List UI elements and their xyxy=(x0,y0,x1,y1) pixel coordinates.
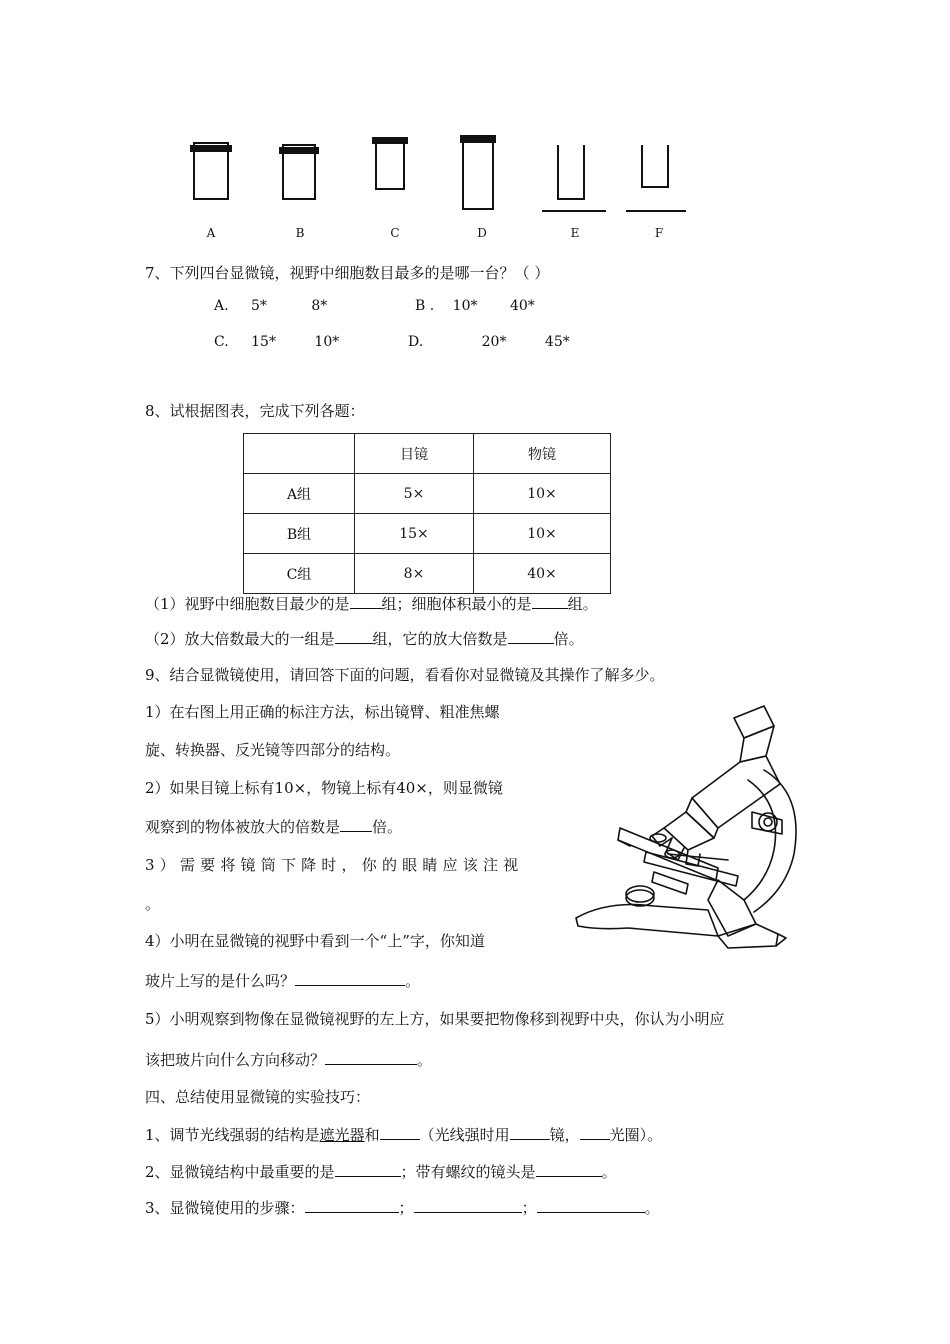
lens-b-icon xyxy=(279,145,319,199)
q9-p4-line2 xyxy=(145,970,420,991)
text: 镜， xyxy=(549,1126,580,1144)
q9-p1-line1: 1）在右图上用正确的标注方法，标出镜臂、粗准焦螺 xyxy=(145,703,500,721)
option-eyepiece: 10* xyxy=(452,298,478,314)
text: 倍。 xyxy=(372,818,403,836)
table-cell: 10× xyxy=(474,474,611,514)
table-header-cell xyxy=(244,434,355,474)
table-cell: 40× xyxy=(474,554,611,594)
option-objective: 40* xyxy=(509,298,535,314)
text: 3、显微镜使用的步骤： xyxy=(145,1199,305,1217)
lens-figure xyxy=(170,125,710,225)
answer-blank[interactable] xyxy=(295,971,405,986)
answer-blank[interactable] xyxy=(335,629,373,644)
answer-blank[interactable] xyxy=(580,1125,610,1140)
text: 2、显微镜结构中最重要的是 xyxy=(145,1163,335,1181)
table-cell: B组 xyxy=(244,514,355,554)
text: 1、调节光线强弱的结构是 xyxy=(145,1126,320,1144)
answer-blank[interactable] xyxy=(380,1125,420,1140)
table-header-cell: 物镜 xyxy=(474,434,611,474)
table-cell: A组 xyxy=(244,474,355,514)
q9-stem: 9、结合显微镜使用，请回答下面的问题，看看你对显微镜及其操作了解多少。 xyxy=(145,666,665,684)
lens-label-b: B xyxy=(295,226,305,240)
text: （2）放大倍数最大的一组是 xyxy=(145,630,335,648)
q9-p2-line1: 2）如果目镜上标有10×，物镜上标有40×，则显微镜 xyxy=(145,779,503,797)
q9-p3-line2: 。 xyxy=(145,895,161,913)
lens-c-icon xyxy=(372,137,408,189)
table-cell: 15× xyxy=(355,514,474,554)
q7-option-b xyxy=(415,298,535,314)
q9-p2-line2 xyxy=(145,816,402,837)
table-cell: 10× xyxy=(474,514,611,554)
option-letter: C. xyxy=(214,334,229,350)
option-objective: 8* xyxy=(311,298,328,314)
text: 观察到的物体被放大的倍数是 xyxy=(145,818,341,836)
q9-p5-line1: 5）小明观察到物像在显微镜视野的左上方，如果要把物像移到视野中央，你认为小明应 xyxy=(145,1010,725,1028)
lens-a-icon xyxy=(190,143,232,199)
text: （1）视野中细胞数目最少的是 xyxy=(145,595,350,613)
text: 。 xyxy=(405,972,421,990)
answer-blank[interactable] xyxy=(325,1050,417,1065)
section4-title: 四、总结使用显微镜的实验技巧： xyxy=(145,1088,371,1106)
section4-item1 xyxy=(145,1124,662,1145)
option-letter: B . xyxy=(415,298,435,314)
lens-label-f: F xyxy=(654,226,664,240)
answer-blank[interactable] xyxy=(536,1162,602,1177)
text: 倍。 xyxy=(553,630,584,648)
text: ； xyxy=(398,1199,414,1217)
answer-blank[interactable] xyxy=(414,1198,522,1213)
option-eyepiece: 15* xyxy=(251,334,276,350)
lens-e-icon xyxy=(542,145,606,211)
section4-item2 xyxy=(145,1161,617,1182)
text: ； xyxy=(521,1199,537,1217)
table-header-cell: 目镜 xyxy=(355,434,474,474)
option-objective: 45* xyxy=(544,334,570,350)
answer-blank[interactable] xyxy=(510,1125,550,1140)
answer-blank[interactable] xyxy=(537,1198,645,1213)
lens-f-icon xyxy=(626,145,686,211)
text: 组，它的放大倍数是 xyxy=(372,630,508,648)
table-header-row xyxy=(244,434,611,474)
table-cell: 5× xyxy=(355,474,474,514)
q7-stem: 7、下列四台显微镜，视野中细胞数目最多的是哪一台？（ ） xyxy=(145,264,550,282)
text: 。 xyxy=(644,1199,660,1217)
option-letter: D. xyxy=(408,334,424,350)
q9-p5-line2 xyxy=(145,1049,432,1070)
q9-p4-line1: 4）小明在显微镜的视野中看到一个“上”字，你知道 xyxy=(145,932,485,950)
table-cell: C组 xyxy=(244,554,355,594)
microscope-icon xyxy=(568,704,798,956)
text: 组。 xyxy=(567,595,598,613)
table-row xyxy=(244,514,611,554)
option-eyepiece: 5* xyxy=(251,298,267,314)
lens-label-c: C xyxy=(390,226,400,240)
option-eyepiece: 20* xyxy=(481,334,507,350)
lens-label-e: E xyxy=(570,226,580,240)
answer-blank[interactable] xyxy=(532,594,568,609)
section4-item3 xyxy=(145,1197,660,1218)
q7-option-a xyxy=(214,298,327,314)
text: 该把玻片向什么方向移动？ xyxy=(145,1051,326,1069)
text: 。 xyxy=(417,1051,433,1069)
text: 组；细胞体积最小的是 xyxy=(381,595,532,613)
q7-option-d xyxy=(408,334,570,350)
table-cell: 8× xyxy=(355,554,474,594)
answer-blank[interactable] xyxy=(508,629,554,644)
text: 和 xyxy=(364,1126,380,1144)
answer-blank[interactable] xyxy=(340,817,372,832)
q8-sub1 xyxy=(145,593,598,614)
q9-p1-line2: 旋、转换器、反光镜等四部分的结构。 xyxy=(145,741,401,759)
answer-blank[interactable] xyxy=(335,1162,401,1177)
text: ；带有螺纹的镜头是 xyxy=(400,1163,536,1181)
lens-label-d: D xyxy=(477,226,487,240)
text: （光线强时用 xyxy=(419,1126,510,1144)
lens-label-a: A xyxy=(206,226,216,240)
answer-blank[interactable] xyxy=(305,1198,399,1213)
table-row xyxy=(244,474,611,514)
underlined-term: 遮光器 xyxy=(319,1126,365,1144)
q8-stem: 8、试根据图表，完成下列各题： xyxy=(145,402,365,420)
q7-option-c xyxy=(214,334,339,350)
text: 光圈）。 xyxy=(609,1126,663,1144)
q8-sub2 xyxy=(145,628,584,649)
text: 。 xyxy=(601,1163,617,1181)
lens-d-icon xyxy=(460,135,496,209)
text: 玻片上写的是什么吗？ xyxy=(145,972,296,990)
magnification-table xyxy=(243,433,611,594)
option-letter: A. xyxy=(214,298,229,314)
option-objective: 10* xyxy=(314,334,340,350)
q9-p3-line1: 3）需要将镜筒下降时，你的眼睛应该注视 xyxy=(145,856,524,874)
answer-blank[interactable] xyxy=(350,594,382,609)
table-row xyxy=(244,554,611,594)
